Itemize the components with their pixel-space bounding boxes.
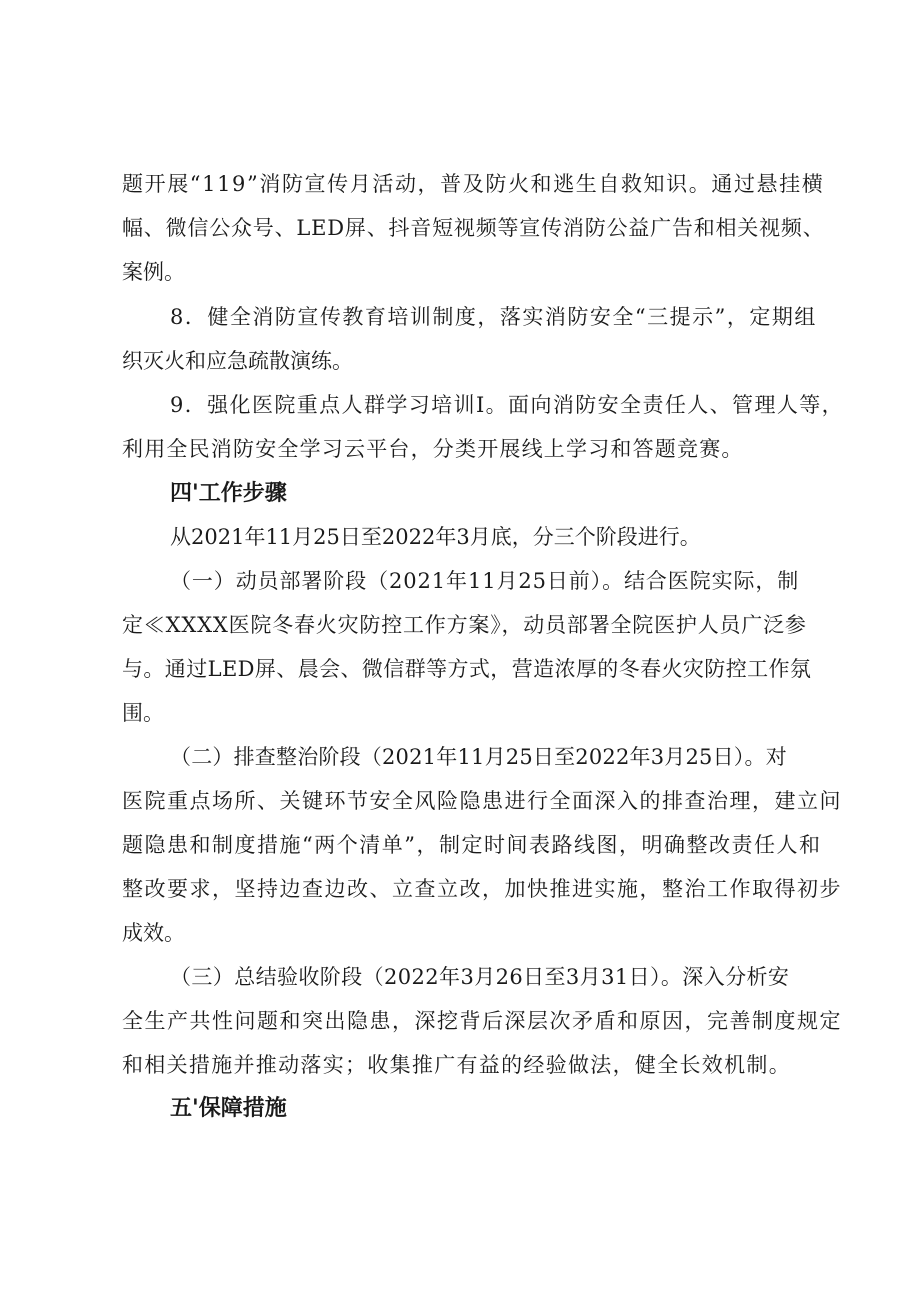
phase-3-line-2: 全生产共性问题和突出隐患，深挖背后深层次矛盾和原因，完善制度规定: [122, 1009, 842, 1033]
phase-1-line-4: 围。: [122, 701, 164, 725]
section-4-heading: 四'工作步骤: [170, 481, 287, 506]
phase-2-line-4: 整改要求，坚持边查边改、立查立改，加快推进实施，整治工作取得初步: [122, 877, 842, 901]
phase-1-line-1: （一）动员部署阶段（2021年11月25日前）。结合医院实际，制: [170, 569, 800, 593]
phase-2-line-2: 医院重点场所、关键环节安全风险隐患进行全面深入的排查治理，建立问: [122, 789, 842, 813]
paragraph-7-line-3: 案例。: [122, 260, 185, 284]
item-9-line-1: 9．强化医院重点人群学习培训I。面向消防安全责任人、管理人等，: [170, 393, 845, 417]
paragraph-7-line-1: 题开展“119”消防宣传月活动，普及防火和逃生自救知识。通过悬挂横: [122, 172, 825, 196]
phase-2-line-3: 题隐患和制度措施“两个清单”，制定时间表路线图，明确整改责任人和: [122, 833, 822, 857]
phase-2-line-1: （二）排查整治阶段（2021年11月25日至2022年3月25日）。对: [170, 745, 787, 769]
item-8-line-1: 8．健全消防宣传教育培训制度，落实消防安全“三提示”，定期组: [170, 305, 817, 329]
item-9-line-2: 利用全民消防安全学习云平台，分类开展线上学习和答题竞赛。: [122, 437, 744, 461]
phase-2-line-5: 成效。: [122, 921, 185, 945]
phase-3-line-3: 和相关措施并推动落实；收集推广有益的经验做法，健全长效机制。: [122, 1053, 791, 1077]
paragraph-7-line-2: 幅、微信公众号、LED屏、抖音短视频等宣传消防公益广告和相关视频、: [122, 216, 825, 240]
section-5-heading: 五'保障措施: [170, 1096, 287, 1121]
phase-1-line-3: 与。通过LED屏、晨会、微信群等方式，营造浓厚的冬春火灾防控工作氛: [122, 657, 812, 681]
item-8-line-2: 织灭火和应急疏散演练。: [122, 349, 353, 373]
section-4-intro: 从2021年11月25日至2022年3月底，分三个阶段进行。: [170, 525, 701, 549]
phase-3-line-1: （三）总结验收阶段（2022年3月26日至3月31日）。深入分析安: [170, 965, 790, 989]
phase-1-line-2: 定≪XXXX医院冬春火灾防控工作方案》，动员部署全院医护人员广泛参: [122, 613, 807, 637]
